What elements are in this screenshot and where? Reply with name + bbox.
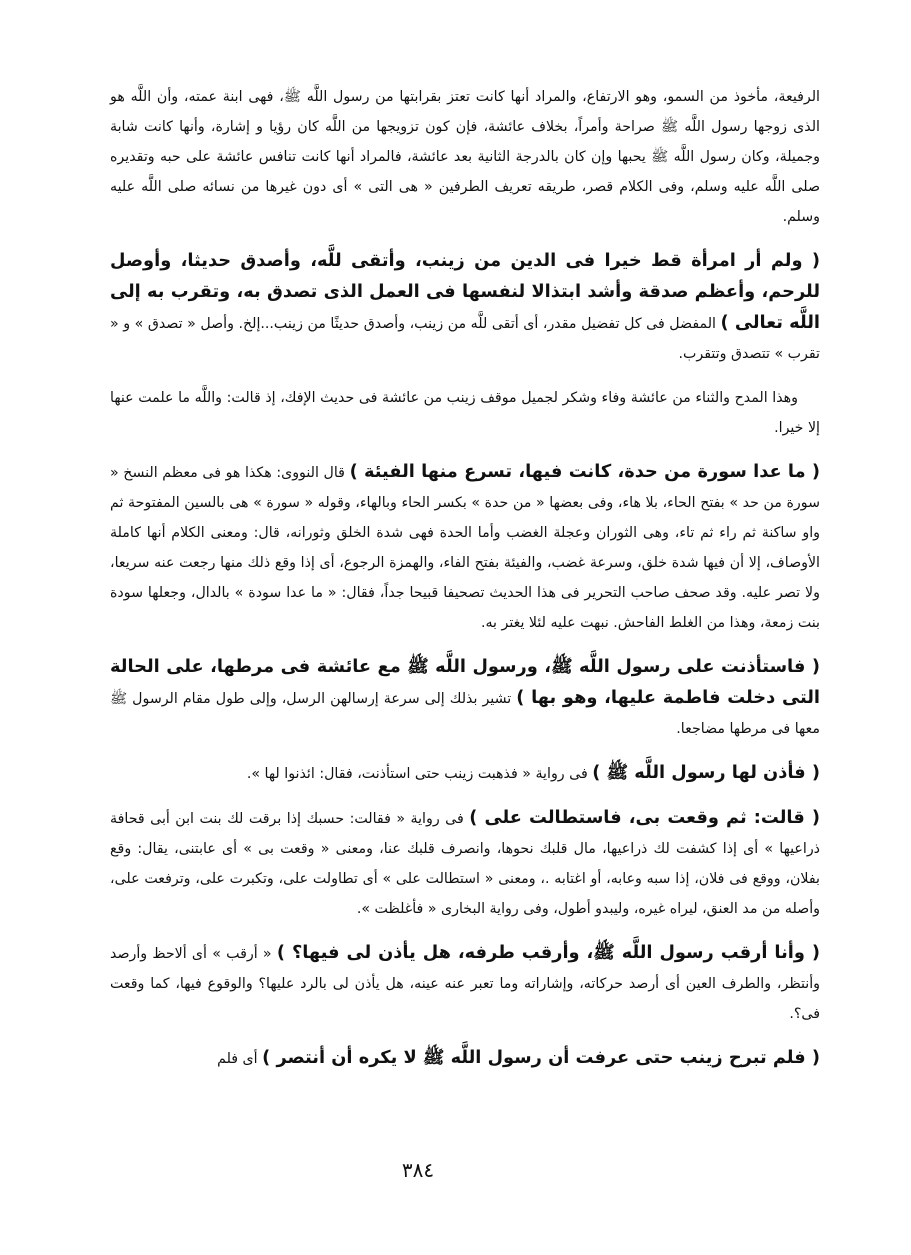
paragraph-8-hadith-quote: ( وأنا أرقب رسول اللَّه ﷺ، وأرقب طرفه، هل يأذن لى فيها؟ ) — [276, 942, 820, 963]
paragraph-2 — [110, 246, 820, 369]
paragraph-7-commentary: فى رواية « فقالت: حسبك إذا برقت لك بنت ابن أبى قحافة ذراعيها » أى إذا كشفت لك ذراعيها، مال قلبك نحوها، وانصرف قلبك عنا، ومعنى « وقعت بى » أى عابتنى، يقال: وقع بفلان، ووقع فى فلان، إذا سبه وعابه، أو اغتابه .، ومعنى « استطالت على » أى تطاولت على، وتكبرت على، وترفعت على، وأصله من مد العنق، ليراه غيره، وليبدو أطول، وفى رواية البخارى « فأغلظت ». — [110, 811, 820, 917]
paragraph-4-hadith-quote: ( ما عدا سورة من حدة، كانت فيها، تسرع منها الفيئة ) — [349, 461, 820, 482]
paragraph-9-commentary: أى فلم — [217, 1051, 258, 1067]
paragraph-2-hadith-quote: ( ولم أر امرأة قط خيرا فى الدين من زينب، وأتقى للَّه، وأصدق حديثا، وأوصل للرحم، وأعظم صدقة وأشد ابتذالا لنفسها فى العمل الذى تصدق به، وتقرب به إلى اللَّه تعالى ) — [110, 250, 820, 333]
paragraph-9 — [110, 1043, 820, 1074]
paragraph-9-hadith-quote: ( فلم تبرح زينب حتى عرفت أن رسول اللَّه ﷺ لا يكره أن أنتصر ) — [262, 1047, 820, 1068]
paragraph-6 — [110, 758, 820, 789]
paragraph-4-commentary: قال النووى: هكذا هو فى معظم النسخ « سورة من حد » بفتح الحاء، بلا هاء، وفى بعضها « من حدة » بكسر الحاء وبالهاء، وقوله « سورة » هى بالسين المفتوحة ثم واو ساكنة ثم راء ثم تاء، وهى الثوران وعجلة الغضب وأما الحدة فهى شدة الخلق وثورانه، قال: ومعنى الكلام أنها كاملة الأوصاف، إلا أن فيها شدة خلق، وسرعة غضب، والفيئة بفتح الفاء، والهمزة الرجوع، أى إذا وقع ذلك منها رجعت عنه سريعا، ولا تصر عليه. وقد صحف صاحب التحرير فى هذا الحديث تصحيفا قبيحا جداً، فقال: « ما عدا سودة » بالدال، وجعلها سودة بنت زمعة، وهذا من الغلط الفاحش. نبهت عليه لئلا يغتر به. — [110, 465, 820, 631]
paragraph-6-commentary: فى رواية « فذهبت زينب حتى استأذنت، فقال: ائذنوا لها ». — [246, 766, 588, 782]
paragraph-8-commentary: « أرقب » أى ألاحظ وأرصد وأنتظر، والطرف العين أى أرصد حركاته، وإشاراته وما تعبر عنه عينه، هل يأذن لى بالرد عليها؟ والوقوع فيها، كما وقعت فى؟. — [110, 946, 820, 1022]
paragraph-7 — [110, 803, 820, 924]
paragraph-5-hadith-quote: ( فاستأذنت على رسول اللَّه ﷺ، ورسول اللَّه ﷺ مع عائشة فى مرطها، على الحالة التى دخلت فاطمة عليها، وهو بها ) — [110, 656, 820, 708]
paragraph-3-text: وهذا المدح والثناء من عائشة وفاء وشكر لجميل موقف زينب من عائشة فى حديث الإفك، إذ قالت: واللَّه ما علمت عنها إلا خيرا. — [110, 390, 820, 436]
paragraph-1-text: الرفيعة، مأخوذ من السمو، وهو الارتفاع، والمراد أنها كانت تعتز بقرابتها من رسول اللَّه ﷺ، فهى ابنة عمته، وأن اللَّه هو الذى زوجها رسول اللَّه ﷺ صراحة وأمراً، بخلاف عائشة، فإن كون تزويجها من اللَّه كان رؤيا و إشارة، وأنها كانت شابة وجميلة، وكان رسول اللَّه ﷺ يحبها وإن كان بالدرجة الثانية بعد عائشة، فالمراد أنها كانت تنافس عائشة على حبه وتقديره صلى اللَّه عليه وسلم، وفى الكلام قصر، طريقه تعريف الطرفين « هى التى » أى دون غيرها من نسائه صلى اللَّه عليه وسلم. — [110, 89, 820, 225]
paragraph-7-hadith-quote: ( قالت: ثم وقعت بى، فاستطالت على ) — [469, 807, 821, 828]
page-body — [110, 82, 820, 1088]
paragraph-6-hadith-quote: ( فأذن لها رسول اللَّه ﷺ ) — [592, 762, 820, 783]
paragraph-2-commentary: المفضل فى كل تفضيل مقدر، أى أتقى للَّه من زينب، وأصدق حديثًا من زينب...إلخ. وأصل « تصدق » و « تقرب » تتصدق وتتقرب. — [110, 316, 820, 362]
paragraph-5 — [110, 652, 820, 744]
page-number: ٣٨٤ — [401, 1158, 435, 1182]
paragraph-1 — [110, 82, 820, 232]
paragraph-3 — [110, 383, 820, 443]
paragraph-4 — [110, 457, 820, 638]
paragraph-8 — [110, 938, 820, 1029]
paragraph-5-commentary: تشير بذلك إلى سرعة إرسالهن الرسل، وإلى طول مقام الرسول ﷺ معها فى مرطها مضاجعا. — [110, 691, 820, 737]
